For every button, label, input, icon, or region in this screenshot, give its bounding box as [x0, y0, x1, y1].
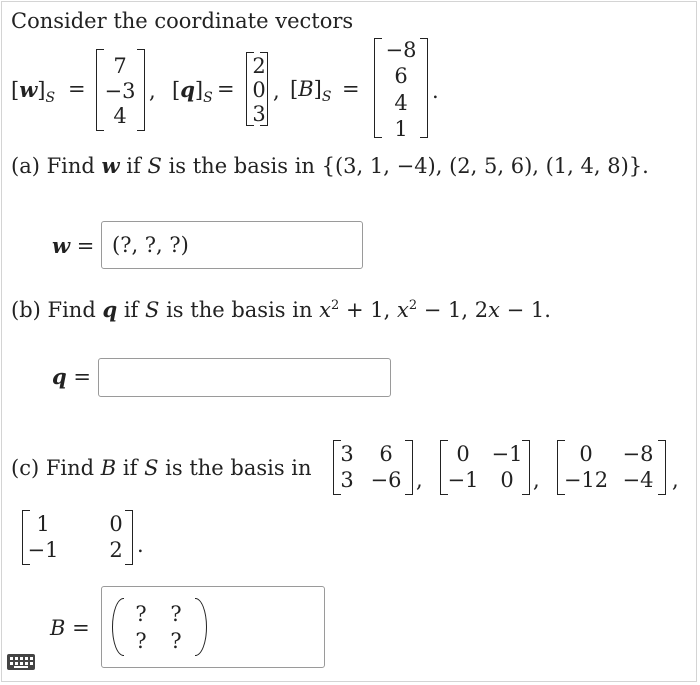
q-equals: =: [217, 77, 235, 101]
w-entry: 7: [113, 54, 127, 78]
B-entry: 4: [394, 91, 408, 115]
question-frame: [1, 1, 697, 682]
matrix-entry: 1: [36, 512, 50, 536]
left-paren: [112, 598, 124, 656]
separator: ,: [672, 468, 679, 492]
matrix-entry: 3: [340, 442, 354, 466]
matrix-entry: −8: [622, 442, 654, 466]
matrix-entry: 0: [500, 468, 514, 492]
B-equals: =: [342, 77, 360, 101]
part-a-answer-label: w =: [52, 233, 95, 258]
keyboard-icon[interactable]: [7, 654, 35, 670]
w-entry: 4: [113, 104, 127, 128]
B-coord-label: $[B]_S$: [290, 77, 332, 106]
part-a-prompt: (a) Find w if S is the basis in {(3, 1, −4), (2, 5, 6), (1, 4, 8)}.: [11, 153, 649, 178]
q-entry: 2: [252, 54, 266, 78]
matrix-entry: 2: [109, 538, 123, 562]
w-answer-value: (?, ?, ?): [112, 233, 189, 257]
right-paren: [195, 598, 207, 656]
matrix-entry: −6: [370, 468, 402, 492]
part-c-answer-label: B =: [50, 616, 90, 640]
separator: ,: [273, 79, 280, 103]
matrix-entry: 3: [340, 468, 354, 492]
w-equals: =: [68, 77, 86, 101]
part-c-prompt: (c) Find B if S is the basis in: [11, 456, 312, 480]
matrix-entry: 0: [109, 512, 123, 536]
w-answer-input[interactable]: [101, 221, 363, 269]
separator: ,: [533, 468, 540, 492]
matrix-entry: −1: [27, 538, 59, 562]
q-answer-input[interactable]: [98, 358, 391, 397]
matrix-entry: 6: [379, 442, 393, 466]
q-coord-label: $[q]_S$: [172, 77, 213, 107]
separator: ,: [416, 468, 423, 492]
separator: ,: [149, 79, 156, 103]
B-answer-cell[interactable]: ?: [135, 629, 147, 653]
B-answer-cell[interactable]: ?: [135, 602, 147, 626]
w-entry: −3: [104, 79, 136, 103]
part-b-prompt: (b) Find q if S is the basis in $x^2 + 1$, $x^2 - 1$, 2x − 1.: [11, 297, 551, 322]
q-entry: 3: [252, 102, 266, 126]
matrix-entry: −1: [491, 442, 523, 466]
B-answer-input[interactable]: [101, 586, 325, 668]
B-answer-cell[interactable]: ?: [170, 602, 182, 626]
matrix-entry: 0: [579, 442, 593, 466]
part-b-answer-label: q =: [52, 364, 91, 389]
matrix-entry: −1: [447, 468, 479, 492]
B-entry: 1: [394, 117, 408, 141]
q-entry: 0: [252, 78, 266, 102]
B-entry: 6: [394, 64, 408, 88]
w-coord-label: $[w]_S$: [11, 77, 56, 107]
matrix-entry: 0: [456, 442, 470, 466]
period: .: [137, 533, 144, 557]
question-title: Consider the coordinate vectors: [11, 9, 354, 33]
matrix-entry: −12: [563, 468, 609, 492]
matrix-entry: −4: [622, 468, 654, 492]
B-entry: −8: [385, 38, 417, 62]
period: .: [432, 79, 439, 103]
B-answer-cell[interactable]: ?: [170, 629, 182, 653]
